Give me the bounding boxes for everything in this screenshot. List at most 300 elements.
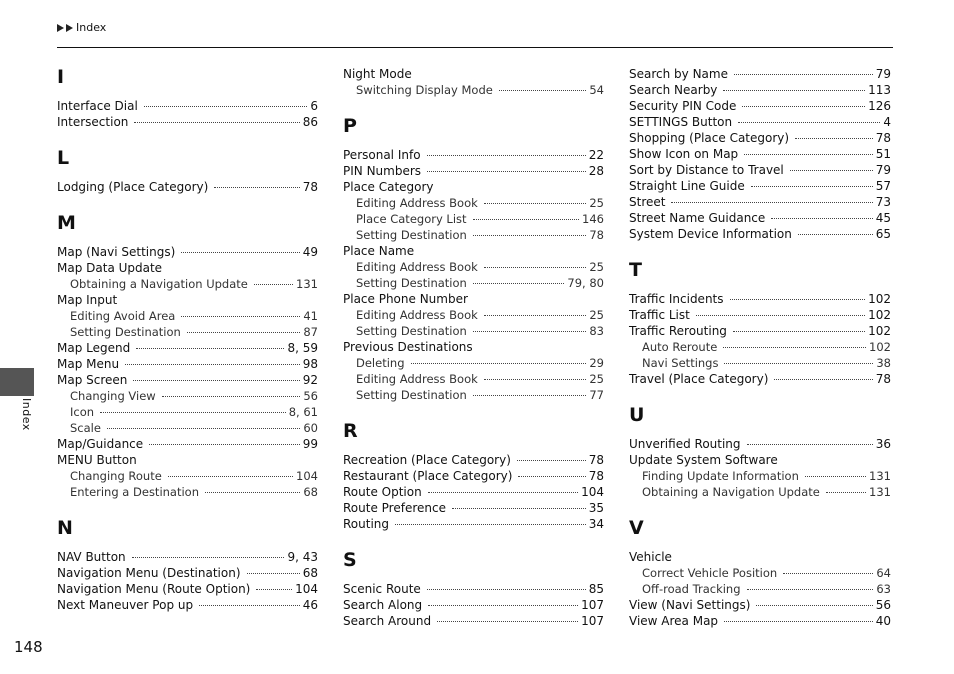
index-entry	[57, 340, 318, 356]
entry-label: Map/Guidance	[57, 437, 144, 451]
index-entry	[343, 613, 604, 629]
entry-label: Search Nearby	[629, 83, 718, 97]
index-subentry	[343, 259, 604, 275]
entry-label: Map (Navi Settings)	[57, 245, 176, 259]
index-subentry	[629, 484, 891, 500]
index-subentry	[343, 82, 604, 98]
entry-page: 87	[303, 325, 318, 339]
entry-label: Place Name	[343, 244, 415, 258]
entry-page: 107	[581, 598, 604, 612]
index-entry	[629, 66, 891, 82]
entry-page: 78	[875, 131, 891, 145]
dot-leader	[427, 589, 586, 590]
dot-leader	[756, 605, 872, 606]
index-entry	[629, 210, 891, 226]
index-subentry	[57, 308, 318, 324]
entry-label: Sort by Distance to Travel	[629, 163, 784, 177]
index-subentry	[343, 307, 604, 323]
dot-leader	[473, 235, 587, 236]
entry-page: 29	[589, 356, 604, 370]
entry-label: Show Icon on Map	[629, 147, 739, 161]
entry-page: 6	[310, 99, 318, 113]
index-entry	[57, 597, 318, 613]
index-entry	[343, 147, 604, 163]
dot-leader	[733, 331, 865, 332]
entry-page: 45	[875, 211, 891, 225]
index-entry	[343, 291, 604, 307]
section-letter: I	[57, 66, 65, 88]
index-entry	[629, 114, 891, 130]
index-entry	[629, 323, 891, 339]
dot-leader	[723, 90, 865, 91]
entry-page: 63	[876, 582, 891, 596]
index-subentry	[343, 211, 604, 227]
entry-page: 54	[589, 83, 604, 97]
entry-label: Update System Software	[629, 453, 778, 467]
dot-leader	[168, 476, 293, 477]
entry-label: Obtaining a Navigation Update	[642, 485, 820, 499]
entry-label: MENU Button	[57, 453, 137, 467]
dot-leader	[437, 621, 578, 622]
index-entry	[629, 178, 891, 194]
entry-label: Changing View	[70, 389, 156, 403]
entry-label: Interface Dial	[57, 99, 138, 113]
entry-page: 104	[581, 485, 604, 499]
dot-leader	[473, 283, 565, 284]
dot-leader	[181, 252, 299, 253]
index-subentry	[343, 275, 604, 291]
dot-leader	[428, 492, 578, 493]
entry-label: Changing Route	[70, 469, 162, 483]
entry-page: 131	[296, 277, 318, 291]
entry-label: Recreation (Place Category)	[343, 453, 511, 467]
dot-leader	[411, 363, 587, 364]
index-subentry	[343, 371, 604, 387]
dot-leader	[724, 363, 873, 364]
entry-label: Traffic Incidents	[629, 292, 724, 306]
entry-label: Straight Line Guide	[629, 179, 745, 193]
entry-label: Search Along	[343, 598, 423, 612]
dot-leader	[214, 187, 299, 188]
index-entry	[629, 130, 891, 146]
index-subentry	[343, 323, 604, 339]
entry-label: Vehicle	[629, 550, 672, 564]
entry-page: 65	[875, 227, 891, 241]
entry-label: Editing Address Book	[356, 196, 478, 210]
entry-label: PIN Numbers	[343, 164, 422, 178]
index-subentry	[629, 468, 891, 484]
index-entry	[629, 194, 891, 210]
breadcrumb	[57, 21, 106, 34]
entry-label: Search Around	[343, 614, 432, 628]
dot-leader	[473, 331, 587, 332]
entry-label: Restaurant (Place Category)	[343, 469, 513, 483]
index-entry	[343, 597, 604, 613]
index-entry	[57, 356, 318, 372]
index-entry	[343, 484, 604, 500]
index-entry	[343, 581, 604, 597]
dot-leader	[427, 155, 586, 156]
entry-label: Shopping (Place Category)	[629, 131, 790, 145]
entry-label: Route Option	[343, 485, 422, 499]
dot-leader	[144, 106, 308, 107]
entry-page: 104	[295, 582, 318, 596]
entry-label: Place Phone Number	[343, 292, 468, 306]
section-letter: U	[629, 404, 645, 426]
entry-label: Map Legend	[57, 341, 131, 355]
section-letter: S	[343, 549, 357, 571]
index-entry	[343, 66, 604, 82]
section-gap	[343, 532, 604, 549]
entry-page: 73	[875, 195, 891, 209]
entry-page: 79	[875, 67, 891, 81]
index-subentry	[57, 276, 318, 292]
entry-label: Auto Reroute	[642, 340, 718, 354]
entry-page: 46	[302, 598, 318, 612]
index-entry	[343, 452, 604, 468]
index-entry	[629, 549, 891, 565]
entry-label: Next Maneuver Pop up	[57, 598, 194, 612]
dot-leader	[205, 492, 300, 493]
entry-label: Intersection	[57, 115, 129, 129]
entry-page: 107	[581, 614, 604, 628]
section-letter: T	[629, 259, 642, 281]
index-entry	[57, 581, 318, 597]
entry-page: 64	[876, 566, 891, 580]
index-subentry	[343, 227, 604, 243]
section-letter: N	[57, 517, 73, 539]
entry-page: 92	[302, 373, 318, 387]
entry-label: SETTINGS Button	[629, 115, 733, 129]
entry-label: Navigation Menu (Route Option)	[57, 582, 251, 596]
entry-page: 102	[868, 324, 891, 338]
index-side-label: Index	[20, 398, 33, 431]
entry-page: 78	[589, 228, 604, 242]
entry-page: 51	[875, 147, 891, 161]
index-subentry	[629, 339, 891, 355]
index-column-1	[57, 66, 318, 613]
entry-page: 77	[589, 388, 604, 402]
section-letter: L	[57, 147, 70, 169]
dot-leader	[795, 138, 873, 139]
entry-page: 104	[296, 469, 318, 483]
index-entry	[629, 146, 891, 162]
entry-page: 79	[875, 163, 891, 177]
entry-label: Editing Address Book	[356, 260, 478, 274]
entry-page: 99	[302, 437, 318, 451]
index-column-2	[343, 66, 604, 629]
entry-label: Previous Destinations	[343, 340, 473, 354]
entry-label: Switching Display Mode	[356, 83, 493, 97]
dot-leader	[187, 332, 301, 333]
dot-leader	[798, 234, 873, 235]
index-subentry	[57, 404, 318, 420]
dot-leader	[518, 476, 585, 477]
index-entry	[629, 82, 891, 98]
index-entry	[57, 260, 318, 276]
entry-label: Street Name Guidance	[629, 211, 766, 225]
entry-page: 98	[302, 357, 318, 371]
dot-leader	[826, 492, 866, 493]
index-subentry	[629, 355, 891, 371]
dot-leader	[724, 621, 873, 622]
entry-page: 68	[302, 566, 318, 580]
index-entry	[57, 179, 318, 195]
index-entry	[57, 452, 318, 468]
dot-leader	[747, 589, 874, 590]
entry-page: 68	[303, 485, 318, 499]
index-subentry	[343, 195, 604, 211]
index-subentry	[629, 565, 891, 581]
entry-page: 35	[588, 501, 604, 515]
entry-label: Setting Destination	[356, 388, 467, 402]
entry-label: Security PIN Code	[629, 99, 737, 113]
index-entry	[57, 372, 318, 388]
header-rule	[57, 47, 893, 48]
entry-page: 78	[875, 372, 891, 386]
index-entry	[629, 98, 891, 114]
index-side-tab	[0, 368, 34, 396]
section-letter: P	[343, 115, 357, 137]
dot-leader	[738, 122, 880, 123]
entry-page: 25	[589, 308, 604, 322]
index-subentry	[57, 324, 318, 340]
dot-leader	[751, 186, 873, 187]
dot-leader	[162, 396, 301, 397]
dot-leader	[744, 154, 873, 155]
section-letter: M	[57, 212, 76, 234]
entry-label: Unverified Routing	[629, 437, 741, 451]
index-entry	[629, 307, 891, 323]
index-entry	[343, 243, 604, 259]
entry-label: Routing	[343, 517, 390, 531]
dot-leader	[100, 412, 286, 413]
dot-leader	[805, 476, 866, 477]
entry-page: 79, 80	[567, 276, 604, 290]
dot-leader	[125, 364, 300, 365]
entry-page: 78	[588, 453, 604, 467]
dot-leader	[747, 444, 873, 445]
entry-page: 102	[868, 292, 891, 306]
index-entry	[343, 339, 604, 355]
entry-page: 57	[875, 179, 891, 193]
entry-page: 38	[876, 356, 891, 370]
entry-page: 113	[868, 83, 891, 97]
entry-label: System Device Information	[629, 227, 792, 241]
entry-label: Entering a Destination	[70, 485, 199, 499]
index-entry	[57, 436, 318, 452]
entry-label: Editing Address Book	[356, 372, 478, 386]
index-entry	[629, 291, 891, 307]
entry-label: Route Preference	[343, 501, 446, 515]
entry-page: 25	[589, 196, 604, 210]
dot-leader	[473, 395, 587, 396]
dot-leader	[181, 316, 300, 317]
index-subentry	[57, 484, 318, 500]
entry-page: 34	[588, 517, 604, 531]
entry-page: 83	[589, 324, 604, 338]
entry-page: 78	[302, 180, 318, 194]
index-entry	[57, 98, 318, 114]
entry-label: Obtaining a Navigation Update	[70, 277, 248, 291]
dot-leader	[742, 106, 865, 107]
entry-label: Map Data Update	[57, 261, 163, 275]
index-entry	[629, 613, 891, 629]
entry-label: Place Category List	[356, 212, 467, 226]
dot-leader	[730, 299, 866, 300]
index-subentry	[343, 355, 604, 371]
entry-label: Search by Name	[629, 67, 728, 81]
dot-leader	[427, 171, 586, 172]
dot-leader	[696, 315, 865, 316]
index-column-3	[629, 66, 891, 629]
section-letter: R	[343, 420, 358, 442]
index-entry	[629, 436, 891, 452]
dot-leader	[452, 508, 586, 509]
dot-leader	[134, 122, 299, 123]
entry-page: 146	[582, 212, 604, 226]
index-entry	[629, 162, 891, 178]
dot-leader	[149, 444, 300, 445]
entry-page: 60	[303, 421, 318, 435]
entry-page: 25	[589, 372, 604, 386]
entry-page: 25	[589, 260, 604, 274]
section-letter: V	[629, 517, 644, 539]
dot-leader	[517, 460, 586, 461]
dot-leader	[783, 573, 873, 574]
index-entry	[343, 500, 604, 516]
dot-leader	[136, 348, 284, 349]
index-subentry	[629, 581, 891, 597]
section-gap	[629, 500, 891, 517]
section-gap	[343, 403, 604, 420]
dot-leader	[499, 90, 587, 91]
dot-leader	[484, 203, 587, 204]
dot-leader	[199, 605, 300, 606]
entry-page: 9, 43	[287, 550, 318, 564]
dot-leader	[484, 315, 587, 316]
entry-page: 41	[303, 309, 318, 323]
index-subentry	[57, 388, 318, 404]
entry-page: 85	[588, 582, 604, 596]
section-gap	[629, 387, 891, 404]
entry-label: Navigation Menu (Destination)	[57, 566, 241, 580]
entry-label: Setting Destination	[356, 324, 467, 338]
entry-label: Map Screen	[57, 373, 128, 387]
arrow-right-icon	[66, 24, 73, 32]
entry-page: 56	[303, 389, 318, 403]
entry-label: Editing Address Book	[356, 308, 478, 322]
index-subentry	[57, 468, 318, 484]
dot-leader	[428, 605, 578, 606]
entry-label: Deleting	[356, 356, 405, 370]
entry-label: Traffic Rerouting	[629, 324, 727, 338]
entry-page: 8, 61	[288, 405, 318, 419]
section-gap	[57, 195, 318, 212]
dot-leader	[484, 379, 587, 380]
index-entry	[343, 163, 604, 179]
entry-label: Scale	[70, 421, 101, 435]
entry-label: Traffic List	[629, 308, 690, 322]
entry-page: 126	[868, 99, 891, 113]
entry-label: Editing Avoid Area	[70, 309, 176, 323]
dot-leader	[734, 74, 873, 75]
arrow-right-icon	[57, 24, 64, 32]
index-entry	[629, 226, 891, 242]
section-gap	[343, 98, 604, 115]
dot-leader	[247, 573, 300, 574]
dot-leader	[133, 380, 299, 381]
entry-page: 102	[869, 340, 891, 354]
entry-page: 36	[875, 437, 891, 451]
entry-label: Place Category	[343, 180, 434, 194]
dot-leader	[254, 284, 293, 285]
dot-leader	[107, 428, 300, 429]
dot-leader	[395, 524, 586, 525]
entry-label: Icon	[70, 405, 95, 419]
entry-page: 131	[869, 485, 891, 499]
page-number: 148	[14, 638, 43, 656]
index-entry	[57, 549, 318, 565]
section-gap	[57, 500, 318, 517]
entry-page: 28	[588, 164, 604, 178]
entry-label: Personal Info	[343, 148, 421, 162]
entry-label: Setting Destination	[356, 228, 467, 242]
index-entry	[629, 452, 891, 468]
entry-page: 86	[302, 115, 318, 129]
dot-leader	[671, 202, 872, 203]
entry-label: Off-road Tracking	[642, 582, 741, 596]
entry-label: Navi Settings	[642, 356, 719, 370]
entry-label: Setting Destination	[356, 276, 467, 290]
entry-page: 40	[875, 614, 891, 628]
entry-page: 8, 59	[287, 341, 318, 355]
section-gap	[629, 242, 891, 259]
breadcrumb-label: Index	[76, 21, 107, 34]
entry-label: Travel (Place Category)	[629, 372, 769, 386]
entry-label: NAV Button	[57, 550, 126, 564]
index-entry	[57, 292, 318, 308]
entry-label: Setting Destination	[70, 325, 181, 339]
index-entry	[57, 565, 318, 581]
index-entry	[343, 516, 604, 532]
entry-label: Finding Update Information	[642, 469, 799, 483]
dot-leader	[723, 347, 866, 348]
index-entry	[57, 244, 318, 260]
dot-leader	[771, 218, 872, 219]
entry-label: Lodging (Place Category)	[57, 180, 209, 194]
section-gap	[57, 130, 318, 147]
entry-page: 49	[302, 245, 318, 259]
entry-label: Map Menu	[57, 357, 120, 371]
dot-leader	[790, 170, 873, 171]
dot-leader	[473, 219, 580, 220]
entry-page: 78	[588, 469, 604, 483]
index-entry	[629, 597, 891, 613]
index-entry	[629, 371, 891, 387]
entry-page: 22	[588, 148, 604, 162]
entry-label: Correct Vehicle Position	[642, 566, 778, 580]
entry-page: 56	[875, 598, 891, 612]
index-subentry	[57, 420, 318, 436]
dot-leader	[256, 589, 292, 590]
entry-page: 102	[868, 308, 891, 322]
index-entry	[57, 114, 318, 130]
entry-label: Map Input	[57, 293, 118, 307]
index-entry	[343, 179, 604, 195]
entry-label: Night Mode	[343, 67, 412, 81]
index-subentry	[343, 387, 604, 403]
